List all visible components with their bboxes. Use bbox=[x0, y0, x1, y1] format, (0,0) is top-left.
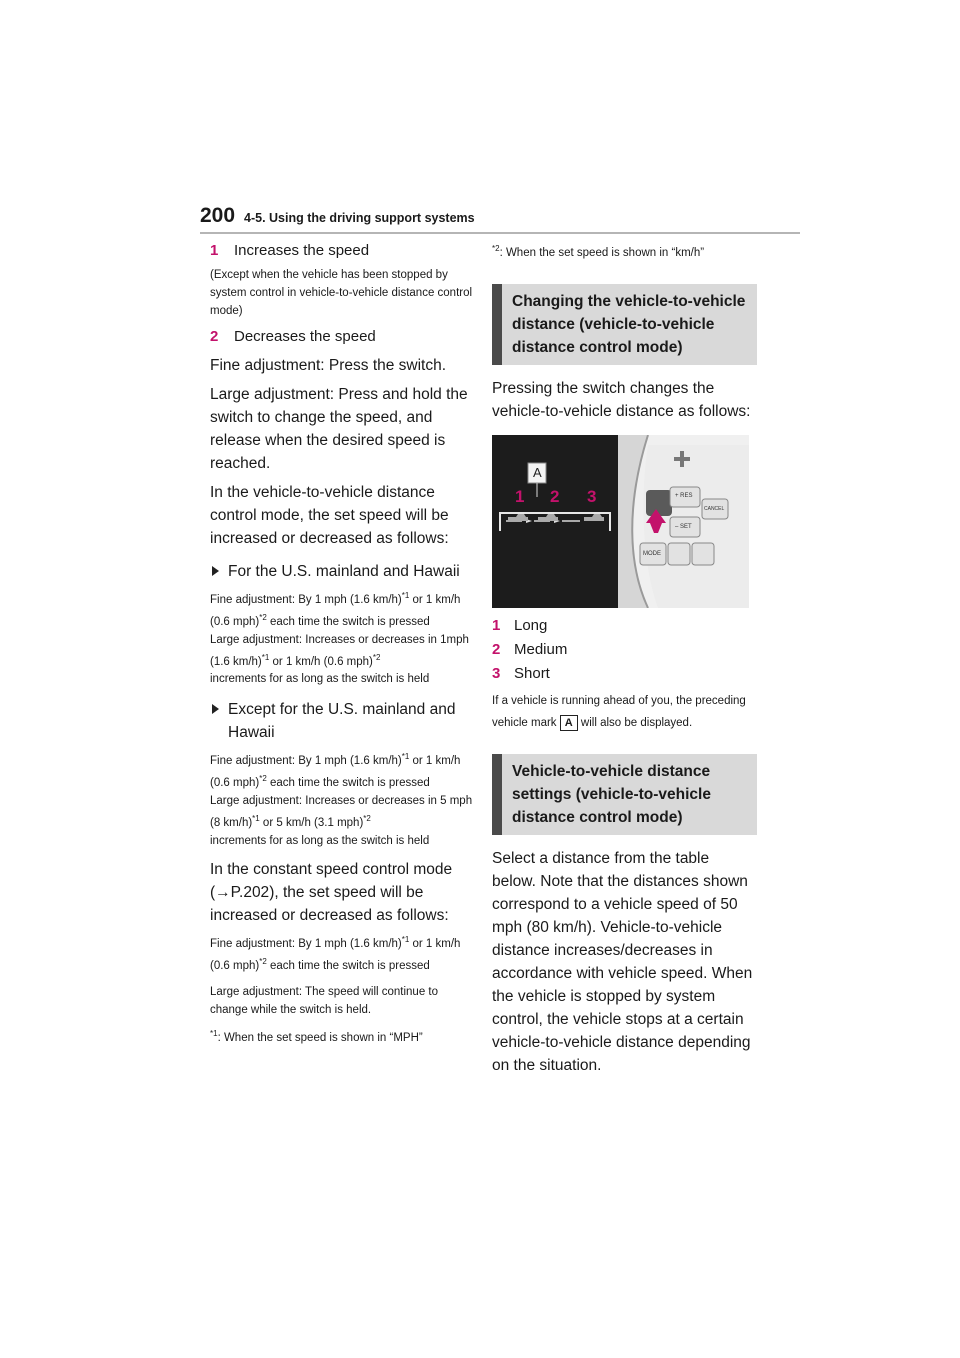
distance-number-3: 3 bbox=[587, 486, 597, 506]
item-number: 1 bbox=[492, 616, 501, 634]
item-text: Long bbox=[514, 616, 548, 634]
page-number: 200 bbox=[200, 204, 236, 227]
text: Fine adjustment: By 1 mph (1.6 km/h) bbox=[210, 937, 402, 950]
arrow-right-icon: → bbox=[215, 883, 231, 901]
bullet-title: For the U.S. mainland and Hawaii bbox=[228, 563, 460, 580]
triangle-bullet-icon bbox=[212, 566, 219, 576]
const-large: Large adjustment: The speed will continue to change while the switch is held. bbox=[210, 985, 439, 1016]
footnote-mark: *2 bbox=[372, 652, 381, 662]
text: each time the switch is pressed bbox=[266, 777, 430, 790]
steering-wheel-panel bbox=[618, 435, 749, 608]
preceding-vehicle-note bbox=[492, 690, 757, 734]
steering-wheel-icon bbox=[618, 435, 749, 608]
item-text: Medium bbox=[514, 640, 568, 658]
res-button-label: + RES bbox=[675, 492, 693, 499]
item-number: 1 bbox=[210, 242, 219, 259]
item-text: Increases the speed bbox=[234, 242, 370, 259]
footnote-2 bbox=[492, 240, 757, 262]
item-number: 3 bbox=[492, 664, 501, 682]
footnote-mark: *1 bbox=[261, 652, 270, 662]
const-intro bbox=[210, 858, 475, 927]
callout-letter-a: A bbox=[560, 715, 578, 731]
footnote-mark: *1 bbox=[252, 814, 260, 824]
set-button-label: – SET bbox=[675, 523, 692, 530]
footnote-mark: *1 bbox=[210, 1028, 218, 1038]
item-text: Short bbox=[514, 664, 550, 682]
text: ), the set speed will be increased or decreased as follows: bbox=[210, 883, 449, 924]
distance-short bbox=[492, 662, 757, 686]
large-adjustment: Large adjustment: Press and hold the switch to change the speed, and release when the desired speed is reached. bbox=[210, 386, 468, 472]
text: In the constant speed control mode ( bbox=[210, 860, 453, 901]
item-number: 2 bbox=[492, 640, 501, 658]
right-column bbox=[492, 240, 757, 1077]
text: Large adjustment: Increases or decreases in 1mph (1.6 km/h) bbox=[210, 633, 469, 668]
vvd-intro: In the vehicle-to-vehicle distance control mode, the set speed will be increased or decreased as follows: bbox=[210, 484, 449, 547]
footnote-mark: *1 bbox=[401, 752, 410, 762]
header-rule bbox=[200, 232, 800, 234]
text: each time the switch is pressed bbox=[266, 959, 430, 972]
text: Fine adjustment: By 1 mph (1.6 km/h) bbox=[210, 755, 402, 768]
const-fine bbox=[210, 931, 475, 975]
steering-switch-figure bbox=[492, 435, 749, 608]
distance-diagram-icon bbox=[492, 435, 618, 608]
footnote-mark: *1 bbox=[401, 934, 410, 944]
text: or 5 km/h (3.1 mph) bbox=[259, 816, 364, 829]
footnote-mark: *2 bbox=[259, 956, 267, 966]
text: or 1 km/h (0.6 mph) bbox=[269, 655, 373, 668]
distance-medium bbox=[492, 638, 757, 662]
note-except: (Except when the vehicle has been stopped by system control in vehicle-to-vehicle distance control mode) bbox=[210, 269, 473, 317]
text: or 1 km/h (0.6 mph) bbox=[210, 593, 461, 628]
left-column bbox=[210, 240, 475, 1046]
text: increments for as long as the switch is held bbox=[210, 673, 430, 686]
section-box-settings: Vehicle-to-vehicle distance settings (vehicle-to-vehicle distance control mode) bbox=[492, 754, 757, 835]
distance-number-2: 2 bbox=[550, 486, 560, 506]
section-box-distance: Changing the vehicle-to-vehicle distance (vehicle-to-vehicle distance control mode) bbox=[492, 284, 757, 365]
item-increase bbox=[210, 240, 475, 262]
footnote-mark: *2 bbox=[492, 244, 500, 253]
box2-text: Select a distance from the table below. Note that the distances shown correspond to a vehicle speed of 50 mph (80 km/h). Vehicle-to-vehicle distance increases/decreases in accordance with vehicle speed. When the vehicle is stopped by system control, the vehicle stops at a certain vehicle-to-vehicle distance depending on the situation. bbox=[492, 849, 753, 1074]
callout-label-a: A bbox=[533, 464, 542, 480]
triangle-bullet-icon bbox=[212, 704, 219, 714]
item-decrease bbox=[210, 326, 475, 348]
mode-button-label: MODE bbox=[643, 550, 661, 557]
box1-intro: Pressing the switch changes the vehicle-to-vehicle distance as follows: bbox=[492, 379, 751, 420]
distance-indicator-panel bbox=[492, 435, 618, 608]
bullet-title: Except for the U.S. mainland and Hawaii bbox=[228, 701, 456, 742]
footnote-mark: *2 bbox=[363, 814, 371, 824]
distance-number-1: 1 bbox=[515, 486, 525, 506]
us-fine bbox=[210, 587, 475, 688]
text: each time the switch is pressed bbox=[266, 615, 430, 628]
text: increments for as long as the switch is held bbox=[210, 834, 430, 847]
page-reference-link[interactable]: P.202 bbox=[230, 883, 270, 901]
text: or 1 km/h (0.6 mph) bbox=[210, 755, 461, 790]
bullet-us bbox=[210, 560, 475, 583]
cancel-button-label: CANCEL bbox=[704, 505, 725, 512]
ex-fine bbox=[210, 748, 475, 849]
item-text: Decreases the speed bbox=[234, 328, 376, 345]
text: If a vehicle is running ahead of you, the preceding vehicle mark bbox=[492, 694, 746, 729]
item-number: 2 bbox=[210, 328, 219, 345]
text: Fine adjustment: By 1 mph (1.6 km/h) bbox=[210, 593, 402, 606]
footnote-mark: *2 bbox=[259, 774, 267, 784]
fine-adjustment: Fine adjustment: Press the switch. bbox=[210, 357, 447, 374]
footnote-mark: *1 bbox=[401, 591, 410, 600]
footnote-1 bbox=[210, 1025, 475, 1047]
distance-long bbox=[492, 614, 757, 638]
section-title: 4-5. Using the driving support systems bbox=[244, 211, 475, 225]
distance-list bbox=[492, 614, 757, 686]
bullet-except bbox=[210, 698, 475, 744]
footnote-text: : When the set speed is shown in “MPH” bbox=[217, 1031, 423, 1044]
footnote-text: : When the set speed is shown in “km/h” bbox=[499, 246, 705, 259]
text: Large adjustment: Increases or decreases in 5 mph (8 km/h) bbox=[210, 795, 473, 829]
footnote-mark: *2 bbox=[259, 612, 267, 622]
text: will also be displayed. bbox=[580, 716, 693, 729]
text: or 1 km/h (0.6 mph) bbox=[210, 937, 461, 972]
